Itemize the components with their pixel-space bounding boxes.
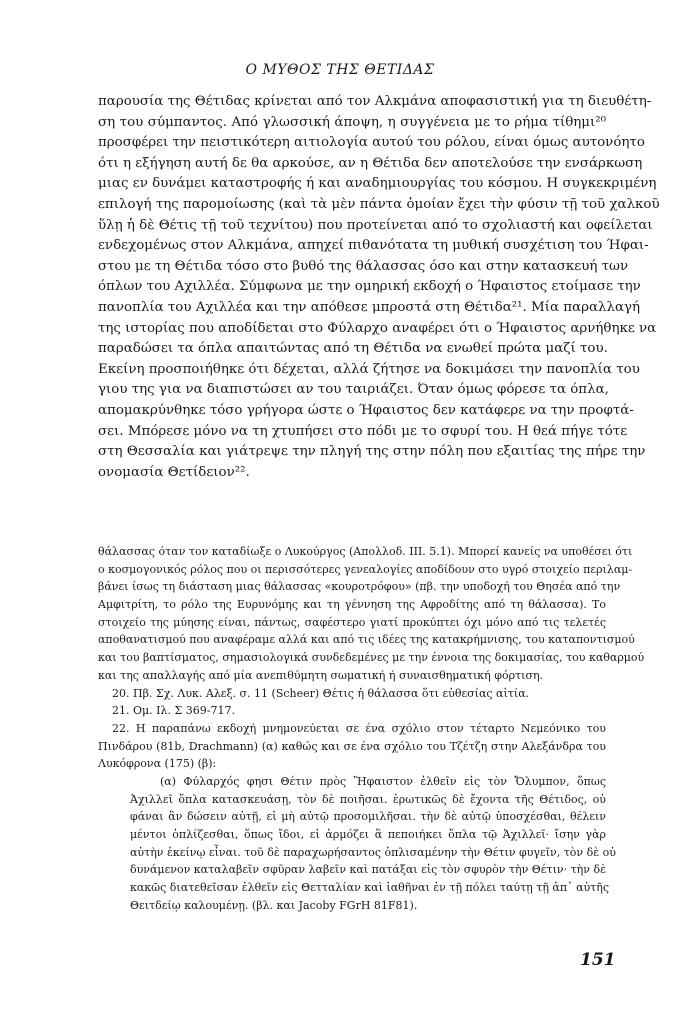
body-text-line: ση του σύμπαντος. Από γλωσσική άποψη, η συγγένεια με το ρήμα τίθημι²⁰ (98, 114, 606, 130)
body-text-line: σει. Μπόρεσε μόνο να τη χτυπήσει στο πόδι με το σφυρί του. Η θεά πήγε τότε (98, 423, 628, 439)
body-text-line: πανοπλία του Αχιλλέα και την απόθεσε μπροστά στη Θέτιδα²¹. Μία παραλλαγή (98, 299, 641, 315)
greek-quote-line: Ἀχιλλεῖ ὅπλα κατασκευάσῃ, τὸν δὲ ποιῆσαι. ἐρωτικῶς δὲ ἔχοντα τῆς Θέτιδος, οὐ (130, 792, 606, 806)
footnote-text-line: αποθανατισμού που αναφέραμε αλλά και από τις ιδέες της κατακρήμνισης, του καταποντισμού (98, 633, 635, 647)
footnote-text-line: βάνει ίσως τη διάσταση μιας θάλασσας «κουροτρόφου» (πβ. την υποδοχή του Θησέα από την (98, 580, 621, 594)
body-text-line: μιας εν δυνάμει καταστροφής ή και αναδημιουργίας του κόσμου. Η συγκεκριμένη (98, 176, 657, 192)
body-text-line: προσφέρει την πειστικότερη αιτιολογία αυτού του ρόλου, είναι όμως αυτονόητο (98, 135, 645, 151)
body-text-line: παρουσία της Θέτιδας κρίνεται από τον Αλκμάνα αποφασιστική για τη διευθέτη- (98, 94, 652, 109)
body-text-line: ότι η εξήγηση αυτή δε θα αρκούσε, αν η Θέτιδα δεν αποτελούσε την ενσάρκωση (98, 155, 643, 171)
footnote-text-line: θάλασσας όταν τον καταδίωξε ο Λυκούργος (Απολλοδ. III. 5.1). Μπορεί κανείς να υποθέσει ότι (98, 545, 633, 558)
body-text-line: ενδεχομένως στον Αλκμάνα, απηχεί πιθανότατα τη μυθική συσχέτιση του Ήφαι- (98, 238, 649, 254)
main-text (98, 92, 660, 483)
greek-quote-line: Θειτδείῳ καλουμένῃ. (βλ. και Jacoby FGrH 81F81). (130, 898, 418, 912)
footnote-text-line: στοιχείο της μύησης είναι, πάντως, σαφέστερο γιατί προκύπτει όχι μόνο από τις τελετές (98, 615, 606, 629)
footnotes (98, 543, 645, 914)
body-text-line: γιου της για να διαπιστώσει αν του ταιριάζει. Όταν όμως φόρεσε τα όπλα, (98, 382, 609, 398)
footnote-22-line: Λυκόφρονα (175) (β): (98, 757, 217, 771)
greek-quote-line: αὐτὴν ἐκείνῳ εἶναι. τοῦ δὲ παραχωρήσαντος ὁπλισαμένην τὴν Θέτιν φυγεῖν, τὸν δὲ οὐ (130, 845, 616, 859)
footnote-21: 21. Ομ. Ιλ. Σ 369-717. (112, 704, 235, 718)
running-header-title: Ο ΜΥΘΟΣ ΤΗΣ ΘΕΤΙΔΑΣ (245, 62, 435, 78)
footnote-20: 20. Πβ. Σχ. Λυκ. Αλεξ. σ. 11 (Scheer) Θέτις ἡ θάλασσα ὅτι εὐθεσίας αἰτία. (112, 686, 530, 700)
body-text-line: στη Θεσσαλία και γιάτρεψε την πληγή της στην πόλη που εξαιτίας της πήρε την (98, 444, 646, 460)
footnote-text-line: και της απαλλαγής από μία ανεπιθύμητη σωματική ή συναισθηματική φόρτιση. (98, 668, 544, 682)
body-text-line: της ιστορίας που αποδίδεται στο Φύλαρχο αναφέρει ότι ο Ήφαιστος αρνήθηκε να (98, 320, 657, 336)
greek-quote-line: κακῶς διατεθεῖσαν ἐλθεῖν εἰς Θετταλίαν καὶ ἰαθῆναι ἐν τῇ πόλει ταύτῃ τῇ ἀπ᾽ αὐτῆς (130, 881, 610, 895)
footnote-text-line: και του βαπτίσματος, σημασιολογικά συνδεδεμένες με την έννοια της δοκιμασίας, του καθαρμού (98, 651, 645, 665)
footnote-22-line: 22. Η παραπάνω εκδοχή μνημονεύεται σε ένα σχόλιο στον τέταρτο Νεμεόνικο του (112, 721, 606, 735)
greek-quote-line: φάναι ἂν δώσειν αὐτῇ, εἰ μὴ αὐτῷ προσομιλῆσαι. τὴν δὲ αὐτῷ ὑποσχέσθαι, θέλειν (130, 810, 606, 824)
greek-quote-line: δυνάμενον καταλαβεῖν σφῦραν λαβεῖν καὶ πατάξαι εἰς τὸν σφυρὸν τὴν Θέτιν· τὴν δὲ (130, 863, 606, 877)
body-text-line: Εκείνη προσποιήθηκε ότι δέχεται, αλλά ζήτησε να δοκιμάσει την πανοπλία του (98, 361, 640, 377)
footnote-22-line: Πινδάρου (81b, Drachmann) (α) καθώς και σε ένα σχόλιο του Τζέτζη στην Αλεξάνδρα του (98, 739, 606, 753)
greek-quote-line: (α) Φύλαρχός φησι Θέτιν πρὸς Ἥφαιστον ἐλθεῖν εἰς τὸν Ὄλυμπον, ὅπως (160, 774, 606, 788)
body-text-line: ὕλῃ ἡ δὲ Θέτις τῇ τοῦ τεχνίτου) που προτείνεται από το σχολιαστή και οφείλεται (98, 217, 653, 233)
footnote-text-line: ο κοσμογονικός ρόλος που οι περισσότερες γενεαλογίες αποδίδουν στο υγρό στοιχείο περιλαμ- (98, 562, 633, 576)
body-text-line: ονομασία Θετίδειον²². (98, 464, 250, 480)
greek-quote-line: μέντοι ὁπλίζεσθαι, ὅπως ἴδοι, εἰ ἁρμόζει ἃ πεποιήκει ὅπλα τῷ Ἀχιλλεῖ· ἴσην γὰρ (130, 828, 606, 841)
footnote-text-line: Αμφιτρίτη, το ρόλο της Ευρυνόμης και τη γέννηση της Αφροδίτης από τη θάλασσα). Το (98, 598, 606, 612)
page-number: 151 (580, 950, 616, 970)
body-text-line: απομακρύνθηκε τόσο γρήγορα ώστε ο Ήφαιστος δεν κατάφερε να την προφτά- (98, 402, 634, 418)
body-text-line: επιλογή της παρομοίωσης (καὶ τὰ μὲν πάντα ὁμοίαν ἔχει τὴν φύσιν τῇ τοῦ χαλκοῦ (98, 196, 660, 212)
body-text-line: στου με τη Θέτιδα τόσο στο βυθό της θάλασσας όσο και στην κατασκευή των (98, 258, 629, 274)
body-text-line: παραδώσει τα όπλα απαιτώντας από τη Θέτιδα να ενωθεί πρώτα μαζί του. (98, 341, 608, 357)
body-text-line: όπλων του Αχιλλέα. Σύμφωνα με την ομηρική εκδοχή ο Ήφαιστος ετοίμασε την (98, 279, 641, 295)
